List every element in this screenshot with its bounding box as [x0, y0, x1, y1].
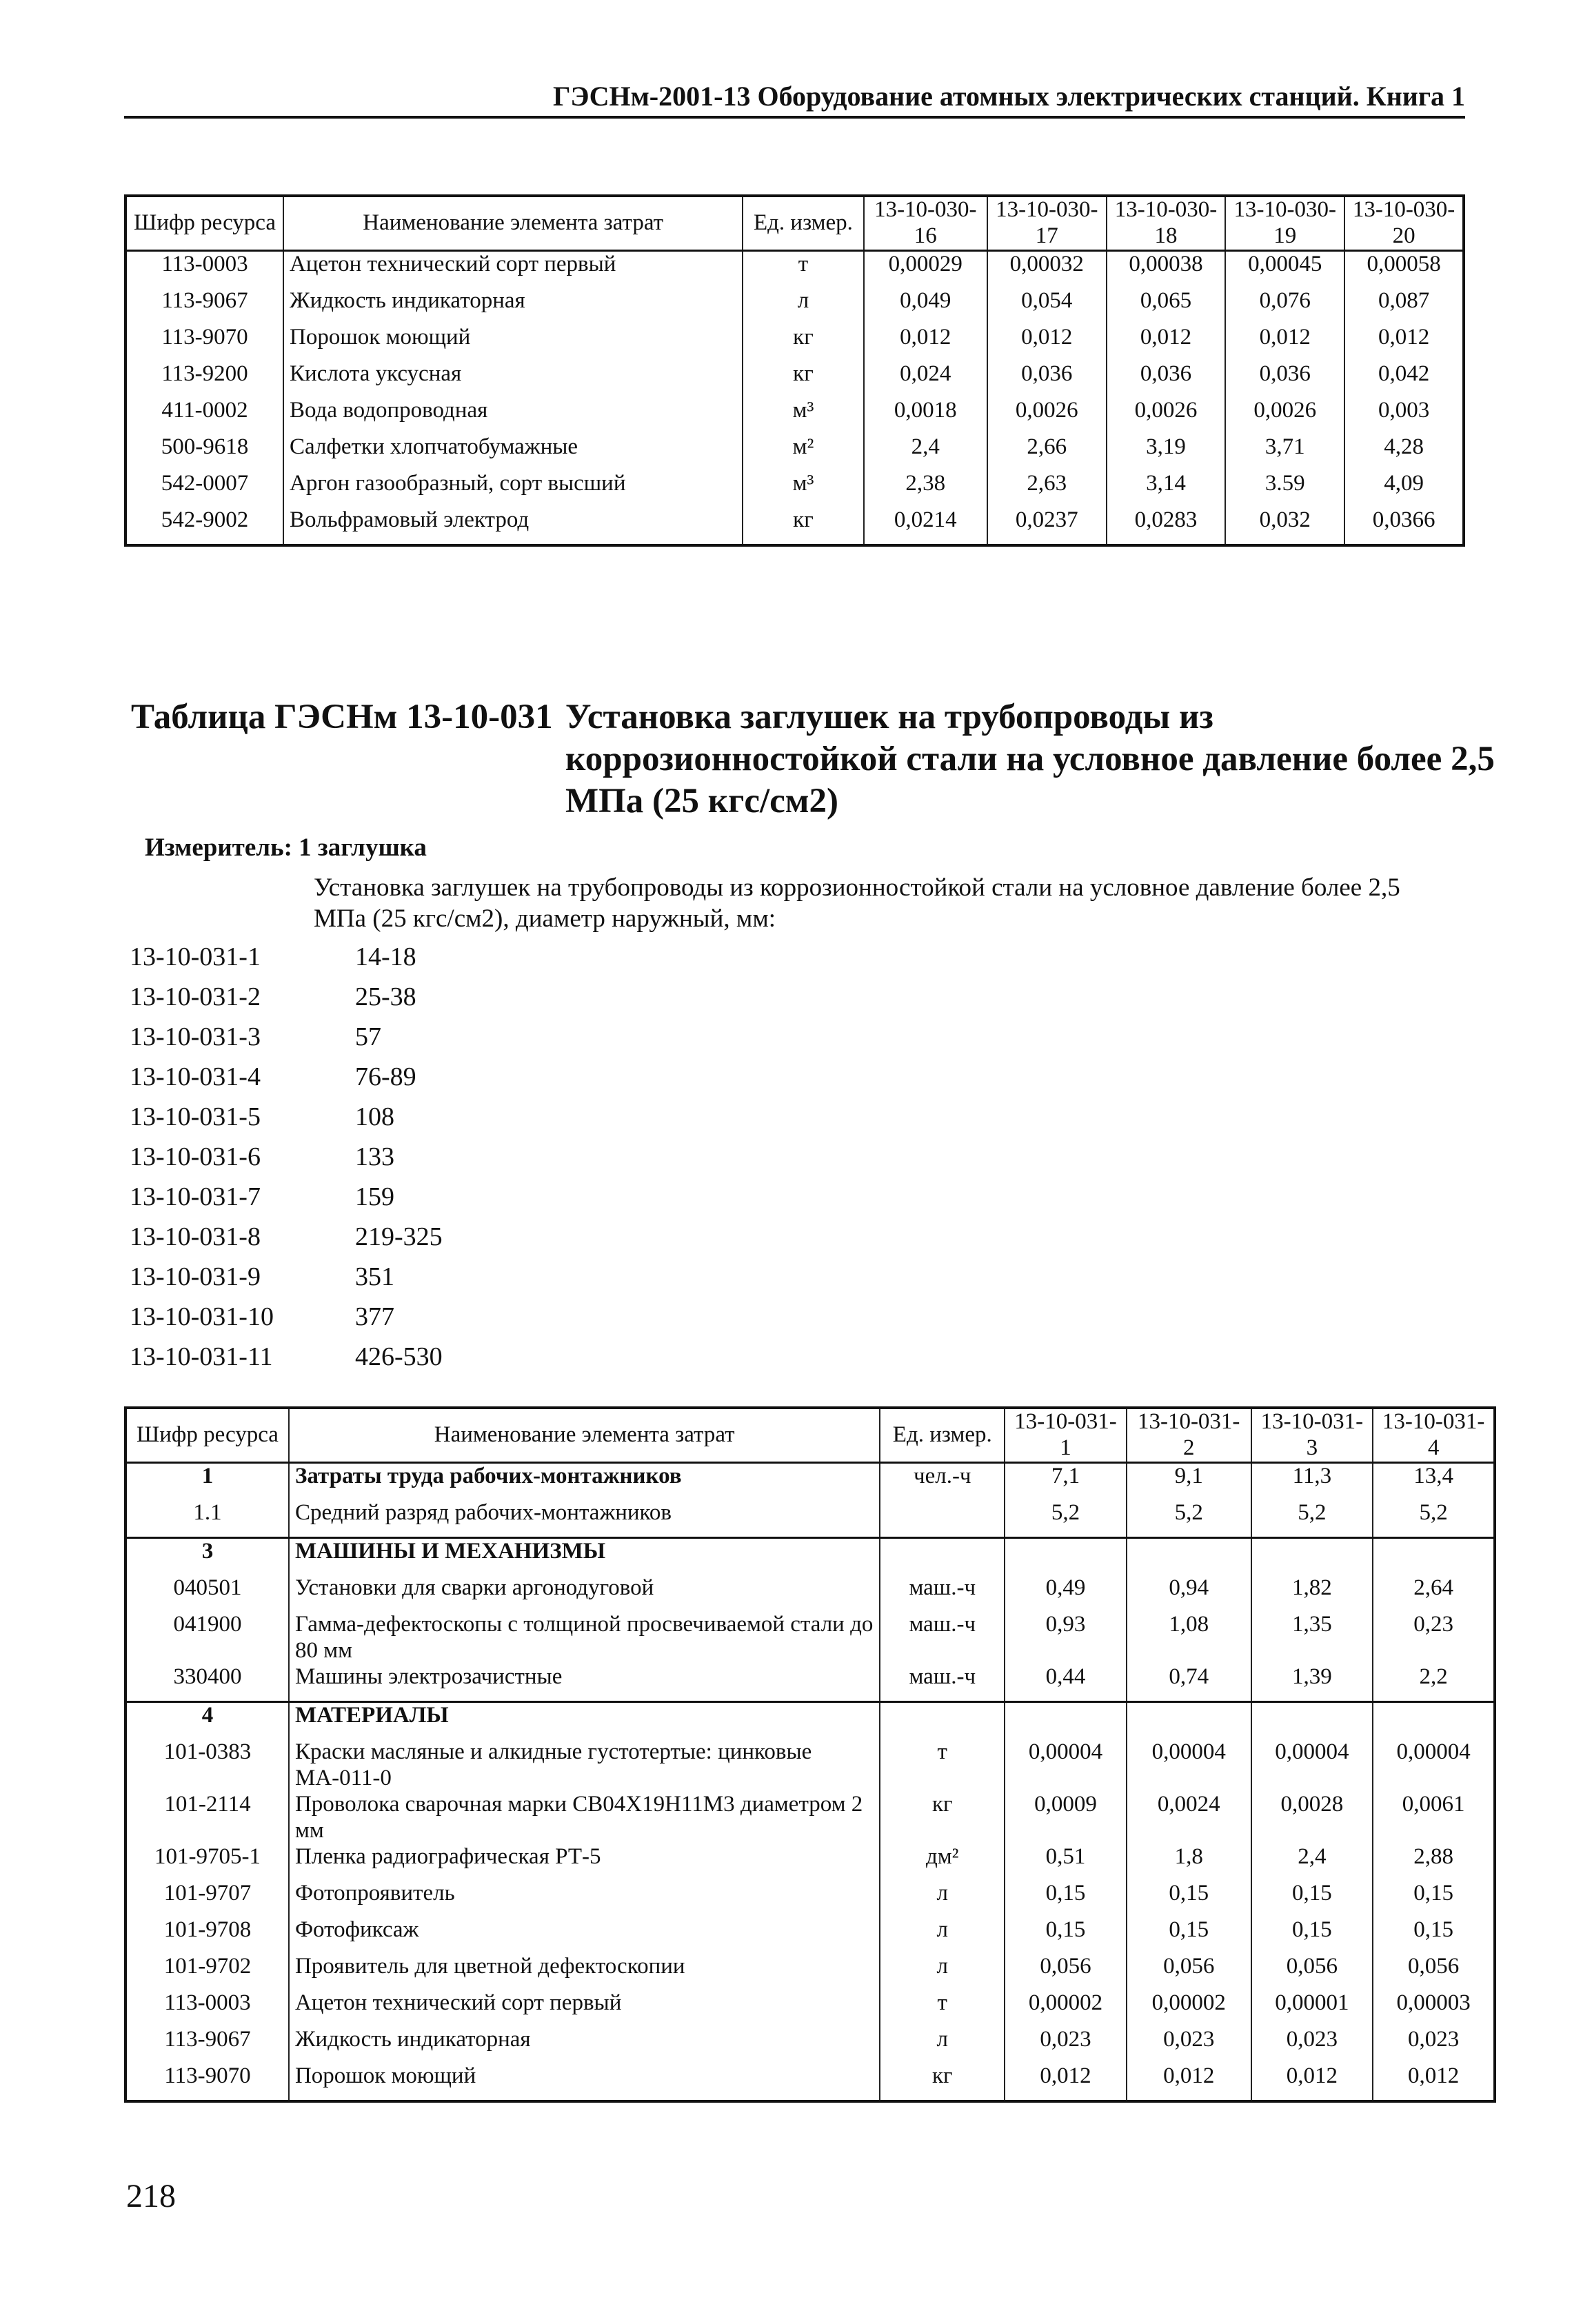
- value-cell: 4,09: [1344, 471, 1464, 507]
- value-cell: 0,0026: [987, 398, 1107, 434]
- cost-item-name-cell: Салфетки хлопчатобумажные: [283, 434, 743, 471]
- unit-cell: кг: [743, 361, 863, 398]
- value-cell: 1,39: [1251, 1664, 1373, 1702]
- value-cell: 0,024: [864, 361, 987, 398]
- variant-diameter: 133: [355, 1142, 394, 1171]
- value-cell: 0,94: [1127, 1575, 1251, 1612]
- variant-code: 13-10-031-1: [130, 942, 261, 971]
- table-row: [125, 1844, 1495, 1881]
- cost-item-name-cell: Аргон газообразный, сорт высший: [283, 471, 743, 507]
- value-cell: 0,0061: [1373, 1792, 1495, 1844]
- value-cell: 0,15: [1373, 1881, 1495, 1917]
- value-cell: 0,032: [1225, 507, 1344, 545]
- variant-code: 13-10-031-2: [130, 982, 261, 1011]
- value-cell: 0,0028: [1251, 1792, 1373, 1844]
- variant-diameter: 76-89: [355, 1062, 416, 1091]
- resource-code-cell: 500-9618: [125, 434, 283, 471]
- unit-cell: л: [880, 1954, 1005, 1990]
- cost-item-name-cell: Жидкость индикаторная: [283, 288, 743, 325]
- value-cell: 0,012: [1373, 2063, 1495, 2101]
- cost-item-name-cell: Вольфрамовый электрод: [283, 507, 743, 545]
- value-cell: 0,00002: [1005, 1990, 1127, 2027]
- running-header: ГЭСНм-2001-13 Оборудование атомных электрических станций. Книга 1: [124, 81, 1465, 119]
- cost-item-name-cell: Порошок моющий: [289, 2063, 880, 2101]
- variant-row: [130, 1142, 681, 1182]
- value-cell: 0,74: [1127, 1664, 1251, 1702]
- value-cell: 0,023: [1127, 2027, 1251, 2063]
- value-cell: 0,0009: [1005, 1792, 1127, 1844]
- value-cell: 1,82: [1251, 1575, 1373, 1612]
- resource-code-cell: 101-9707: [125, 1881, 289, 1917]
- value-cell: 0,0018: [864, 398, 987, 434]
- resource-code-cell: 101-9708: [125, 1917, 289, 1954]
- table-row: [125, 1792, 1495, 1844]
- value-cell: 0,15: [1127, 1881, 1251, 1917]
- resource-table-030: [124, 194, 1465, 547]
- value-cell: 0,012: [1107, 325, 1226, 361]
- value-cell: 3,71: [1225, 434, 1344, 471]
- resource-code-cell: 041900: [125, 1612, 289, 1664]
- value-cell: 0,00004: [1373, 1739, 1495, 1792]
- value-cell: 2,4: [1251, 1844, 1373, 1881]
- column-header: 13-10-030-17: [987, 196, 1107, 250]
- value-cell: 0,036: [1107, 361, 1226, 398]
- value-cell: 4,28: [1344, 434, 1464, 471]
- value-cell: 0,003: [1344, 398, 1464, 434]
- value-cell: 2,38: [864, 471, 987, 507]
- value-cell: 0,065: [1107, 288, 1226, 325]
- unit-cell: т: [880, 1739, 1005, 1792]
- value-cell: 0,0283: [1107, 507, 1226, 545]
- unit-cell: м³: [743, 471, 863, 507]
- value-cell: 1,8: [1127, 1844, 1251, 1881]
- value-cell: 0,93: [1005, 1612, 1127, 1664]
- column-header: 13-10-031-3: [1251, 1408, 1373, 1462]
- column-header: Шифр ресурса: [125, 1408, 289, 1462]
- unit-cell: [880, 1701, 1005, 1739]
- unit-cell: кг: [880, 2063, 1005, 2101]
- value-cell: 0,0237: [987, 507, 1107, 545]
- value-cell: 0,00038: [1107, 250, 1226, 288]
- cost-item-name-cell: Фотофиксаж: [289, 1917, 880, 1954]
- resource-code-cell: 3: [125, 1537, 289, 1575]
- resource-code-cell: 411-0002: [125, 398, 283, 434]
- value-cell: 0,056: [1251, 1954, 1373, 1990]
- value-cell: 3.59: [1225, 471, 1344, 507]
- variant-code: 13-10-031-6: [130, 1142, 261, 1171]
- table-body: [125, 250, 1464, 545]
- column-header: 13-10-031-4: [1373, 1408, 1495, 1462]
- measure-unit: Измеритель: 1 заглушка: [145, 833, 427, 862]
- resource-code-cell: 101-0383: [125, 1739, 289, 1792]
- value-cell: 0,00004: [1127, 1739, 1251, 1792]
- column-header: 13-10-031-1: [1005, 1408, 1127, 1462]
- cost-item-name-cell: Средний разряд рабочих-монтажников: [289, 1500, 880, 1538]
- value-cell: 0,00002: [1127, 1990, 1251, 2027]
- unit-cell: л: [880, 1881, 1005, 1917]
- section-row: [125, 1701, 1495, 1739]
- value-cell: 1,08: [1127, 1612, 1251, 1664]
- value-cell: 0,0214: [864, 507, 987, 545]
- cost-item-name-cell: Гамма-дефектоскопы с толщиной просвечиваемой стали до 80 мм: [289, 1612, 880, 1664]
- value-cell: 0,15: [1251, 1917, 1373, 1954]
- unit-cell: маш.-ч: [880, 1664, 1005, 1702]
- value-cell: 9,1: [1127, 1462, 1251, 1500]
- value-cell: [1373, 1537, 1495, 1575]
- unit-cell: кг: [880, 1792, 1005, 1844]
- cost-item-name-cell: МАТЕРИАЛЫ: [289, 1701, 880, 1739]
- variant-row: [130, 1182, 681, 1222]
- cost-item-name-cell: Затраты труда рабочих-монтажников: [289, 1462, 880, 1500]
- resource-code-cell: 542-0007: [125, 471, 283, 507]
- variant-diameter: 57: [355, 1022, 381, 1051]
- resource-code-cell: 040501: [125, 1575, 289, 1612]
- resource-code-cell: 113-9200: [125, 361, 283, 398]
- value-cell: 0,00058: [1344, 250, 1464, 288]
- value-cell: [1005, 1537, 1127, 1575]
- resource-code-cell: 101-9702: [125, 1954, 289, 1990]
- resource-code-cell: 101-2114: [125, 1792, 289, 1844]
- resource-code-cell: 113-9067: [125, 2027, 289, 2063]
- cost-item-name-cell: Проявитель для цветной дефектоскопии: [289, 1954, 880, 1990]
- variant-row: [130, 1342, 681, 1382]
- value-cell: 11,3: [1251, 1462, 1373, 1500]
- resource-code-cell: 330400: [125, 1664, 289, 1702]
- resource-code-cell: 113-9070: [125, 325, 283, 361]
- cost-item-name-cell: Установки для сварки аргонодуговой: [289, 1575, 880, 1612]
- value-cell: 0,023: [1005, 2027, 1127, 2063]
- value-cell: 0,51: [1005, 1844, 1127, 1881]
- variant-diameter: 377: [355, 1302, 394, 1331]
- variant-row: [130, 942, 681, 982]
- table-row: [125, 1664, 1495, 1702]
- table-row: [125, 471, 1464, 507]
- section-row: [125, 1462, 1495, 1500]
- table-row: [125, 325, 1464, 361]
- resource-table-031: [124, 1406, 1496, 2103]
- cost-item-name-cell: Фотопроявитель: [289, 1881, 880, 1917]
- column-header: Ед. измер.: [880, 1408, 1005, 1462]
- cost-item-name-cell: Машины электрозачистные: [289, 1664, 880, 1702]
- variant-code: 13-10-031-4: [130, 1062, 261, 1091]
- value-cell: 0,15: [1127, 1917, 1251, 1954]
- column-header: 13-10-030-16: [864, 196, 987, 250]
- value-cell: 0,15: [1373, 1917, 1495, 1954]
- unit-cell: чел.-ч: [880, 1462, 1005, 1500]
- value-cell: 0,0366: [1344, 507, 1464, 545]
- section-row: [125, 1537, 1495, 1575]
- unit-cell: кг: [743, 325, 863, 361]
- table-row: [125, 288, 1464, 325]
- column-header: Наименование элемента затрат: [289, 1408, 880, 1462]
- variant-row: [130, 1222, 681, 1262]
- value-cell: 0,023: [1373, 2027, 1495, 2063]
- cost-item-name-cell: Пленка радиографическая РТ-5: [289, 1844, 880, 1881]
- value-cell: 0,036: [987, 361, 1107, 398]
- resource-code-cell: 113-0003: [125, 250, 283, 288]
- unit-cell: маш.-ч: [880, 1575, 1005, 1612]
- value-cell: 0,076: [1225, 288, 1344, 325]
- value-cell: 0,15: [1005, 1917, 1127, 1954]
- variant-row: [130, 1102, 681, 1142]
- resource-code-cell: 1.1: [125, 1500, 289, 1538]
- value-cell: 2,2: [1373, 1664, 1495, 1702]
- variant-code: 13-10-031-9: [130, 1262, 261, 1291]
- value-cell: 0,0026: [1225, 398, 1344, 434]
- resource-code-cell: 1: [125, 1462, 289, 1500]
- table-row: [125, 1881, 1495, 1917]
- table-row: [125, 2027, 1495, 2063]
- value-cell: [1127, 1701, 1251, 1739]
- unit-cell: л: [880, 2027, 1005, 2063]
- variant-code: 13-10-031-3: [130, 1022, 261, 1051]
- table-row: [125, 1739, 1495, 1792]
- variant-row: [130, 982, 681, 1022]
- value-cell: 0,049: [864, 288, 987, 325]
- variant-code: 13-10-031-10: [130, 1302, 274, 1331]
- value-cell: 0,00001: [1251, 1990, 1373, 2027]
- value-cell: 0,012: [987, 325, 1107, 361]
- value-cell: 0,00045: [1225, 250, 1344, 288]
- unit-cell: м²: [743, 434, 863, 471]
- value-cell: 0,00004: [1251, 1739, 1373, 1792]
- value-cell: 3,19: [1107, 434, 1226, 471]
- work-description: Установка заглушек на трубопроводы из коррозионностойкой стали на условное давление более 2,5 МПа (25 кгс/см2), диаметр наружный, мм:: [314, 873, 1400, 933]
- value-cell: 0,087: [1344, 288, 1464, 325]
- value-cell: 0,44: [1005, 1664, 1127, 1702]
- value-cell: 0,056: [1127, 1954, 1251, 1990]
- variant-list: [130, 942, 681, 1382]
- value-cell: [1251, 1701, 1373, 1739]
- table-row: [125, 1575, 1495, 1612]
- table-header: [125, 196, 1464, 250]
- variant-code: 13-10-031-11: [130, 1342, 273, 1371]
- table-row: [125, 507, 1464, 545]
- value-cell: [1373, 1701, 1495, 1739]
- value-cell: 5,2: [1127, 1500, 1251, 1538]
- table-row: [125, 1990, 1495, 2027]
- cost-item-name-cell: Ацетон технический сорт первый: [283, 250, 743, 288]
- cost-item-name-cell: Порошок моющий: [283, 325, 743, 361]
- value-cell: 0,00004: [1005, 1739, 1127, 1792]
- column-header: Шифр ресурса: [125, 196, 283, 250]
- variant-diameter: 159: [355, 1182, 394, 1211]
- value-cell: 5,2: [1251, 1500, 1373, 1538]
- table-row: [125, 361, 1464, 398]
- cost-item-name-cell: Кислота уксусная: [283, 361, 743, 398]
- value-cell: 2,88: [1373, 1844, 1495, 1881]
- value-cell: 1,35: [1251, 1612, 1373, 1664]
- resource-code-cell: 113-9067: [125, 288, 283, 325]
- value-cell: 0,054: [987, 288, 1107, 325]
- table-row: [125, 1612, 1495, 1664]
- cost-item-name-cell: Жидкость индикаторная: [289, 2027, 880, 2063]
- value-cell: 0,0026: [1107, 398, 1226, 434]
- value-cell: 0,00029: [864, 250, 987, 288]
- unit-cell: кг: [743, 507, 863, 545]
- variant-diameter: 219-325: [355, 1222, 443, 1251]
- table-row: [125, 1954, 1495, 1990]
- unit-cell: [880, 1537, 1005, 1575]
- value-cell: 0,15: [1251, 1881, 1373, 1917]
- value-cell: 0,012: [1251, 2063, 1373, 2101]
- value-cell: 2,4: [864, 434, 987, 471]
- value-cell: 0,49: [1005, 1575, 1127, 1612]
- value-cell: 0,056: [1373, 1954, 1495, 1990]
- variant-diameter: 108: [355, 1102, 394, 1131]
- value-cell: 0,023: [1251, 2027, 1373, 2063]
- variant-row: [130, 1062, 681, 1102]
- variant-row: [130, 1262, 681, 1302]
- variant-row: [130, 1022, 681, 1062]
- resource-code-cell: 101-9705-1: [125, 1844, 289, 1881]
- resource-code-cell: 542-9002: [125, 507, 283, 545]
- variant-code: 13-10-031-5: [130, 1102, 261, 1131]
- table-header: [125, 1408, 1495, 1462]
- value-cell: 2,66: [987, 434, 1107, 471]
- value-cell: 0,23: [1373, 1612, 1495, 1664]
- value-cell: 3,14: [1107, 471, 1226, 507]
- variant-diameter: 351: [355, 1262, 394, 1291]
- resource-code-cell: 113-9070: [125, 2063, 289, 2101]
- value-cell: 0,15: [1005, 1881, 1127, 1917]
- value-cell: 13,4: [1373, 1462, 1495, 1500]
- resource-code-cell: 4: [125, 1701, 289, 1739]
- variant-code: 13-10-031-7: [130, 1182, 261, 1211]
- unit-cell: т: [880, 1990, 1005, 2027]
- table-body: [125, 1462, 1495, 2101]
- column-header: Ед. измер.: [743, 196, 863, 250]
- table-code: Таблица ГЭСНм 13-10-031: [131, 698, 553, 736]
- cost-item-name-cell: Проволока сварочная марки СВ04Х19Н11М3 диаметром 2 мм: [289, 1792, 880, 1844]
- cost-item-name-cell: Вода водопроводная: [283, 398, 743, 434]
- table-row: [125, 250, 1464, 288]
- column-header: Наименование элемента затрат: [283, 196, 743, 250]
- value-cell: 0,012: [1225, 325, 1344, 361]
- value-cell: 0,012: [1344, 325, 1464, 361]
- value-cell: [1005, 1701, 1127, 1739]
- unit-cell: [880, 1500, 1005, 1538]
- table-row: [125, 1500, 1495, 1538]
- unit-cell: дм²: [880, 1844, 1005, 1881]
- table-heading: Установка заглушек на трубопроводы из коррозионностойкой стали на условное давление более 2,5 МПа (25 кгс/см2): [565, 698, 1495, 821]
- value-cell: 0,00003: [1373, 1990, 1495, 2027]
- table-row: [125, 398, 1464, 434]
- value-cell: 2,63: [987, 471, 1107, 507]
- variant-row: [130, 1302, 681, 1342]
- column-header: 13-10-031-2: [1127, 1408, 1251, 1462]
- value-cell: 7,1: [1005, 1462, 1127, 1500]
- table-row: [125, 434, 1464, 471]
- value-cell: [1127, 1537, 1251, 1575]
- unit-cell: м³: [743, 398, 863, 434]
- unit-cell: т: [743, 250, 863, 288]
- column-header: 13-10-030-18: [1107, 196, 1226, 250]
- unit-cell: л: [880, 1917, 1005, 1954]
- table-row: [125, 2063, 1495, 2101]
- value-cell: 0,056: [1005, 1954, 1127, 1990]
- resource-code-cell: 113-0003: [125, 1990, 289, 2027]
- variant-code: 13-10-031-8: [130, 1222, 261, 1251]
- value-cell: 2,64: [1373, 1575, 1495, 1612]
- variant-diameter: 426-530: [355, 1342, 443, 1371]
- unit-cell: л: [743, 288, 863, 325]
- value-cell: 0,036: [1225, 361, 1344, 398]
- cost-item-name-cell: Краски масляные и алкидные густотертые: цинковые МА-011-0: [289, 1739, 880, 1792]
- table-row: [125, 1917, 1495, 1954]
- column-header: 13-10-030-20: [1344, 196, 1464, 250]
- variant-diameter: 14-18: [355, 942, 416, 971]
- value-cell: 0,012: [864, 325, 987, 361]
- value-cell: 0,0024: [1127, 1792, 1251, 1844]
- variant-diameter: 25-38: [355, 982, 416, 1011]
- value-cell: 0,012: [1005, 2063, 1127, 2101]
- page-number: 218: [126, 2178, 176, 2214]
- column-header: 13-10-030-19: [1225, 196, 1344, 250]
- cost-item-name-cell: МАШИНЫ И МЕХАНИЗМЫ: [289, 1537, 880, 1575]
- value-cell: 0,012: [1127, 2063, 1251, 2101]
- value-cell: 0,042: [1344, 361, 1464, 398]
- cost-item-name-cell: Ацетон технический сорт первый: [289, 1990, 880, 2027]
- value-cell: [1251, 1537, 1373, 1575]
- value-cell: 5,2: [1005, 1500, 1127, 1538]
- unit-cell: маш.-ч: [880, 1612, 1005, 1664]
- value-cell: 0,00032: [987, 250, 1107, 288]
- value-cell: 5,2: [1373, 1500, 1495, 1538]
